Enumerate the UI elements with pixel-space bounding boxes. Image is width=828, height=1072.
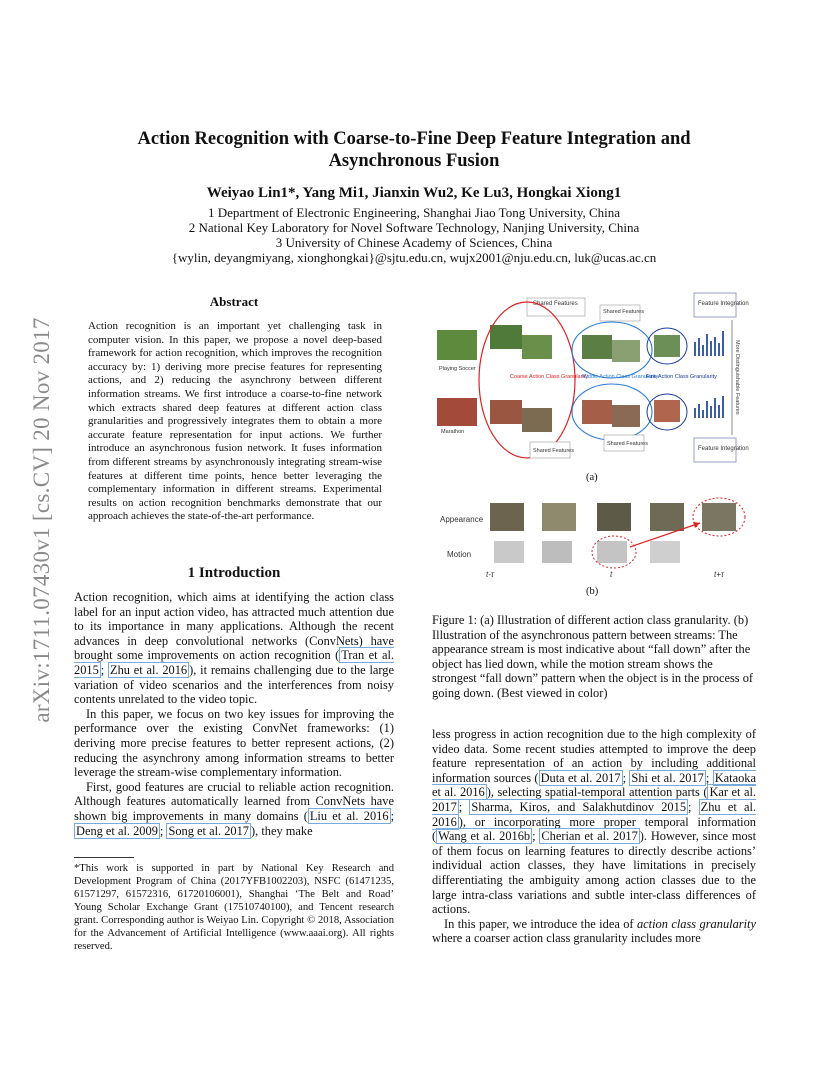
- feature-integration-label: Feature Integration: [698, 301, 749, 307]
- shared-features-label: Shared Features: [533, 448, 574, 454]
- figure-1a: [432, 290, 762, 465]
- shared-features-label: Shared Features: [603, 309, 644, 315]
- subfigure-b-label: (b): [586, 586, 599, 597]
- citation-link[interactable]: Kataoka et al. 2016: [432, 770, 756, 800]
- citation-link[interactable]: Liu et al. 2016: [309, 808, 389, 823]
- figure-caption: Figure 1: (a) Illustration of different action class granularity. (b) Illustration of the asynchronous pattern between streams: The appearance stream is most indicative about “fall down” after the object has lied down, while the motion stream shows the strongest “fall down” pattern when the object is in the process of going down. (Best viewed in color): [432, 613, 754, 700]
- intro-paragraph-3: First, good features are crucial to reliable action recognition. Although features automatically learned from ConvNets have shown big improvements in many domains ( Liu et al. 2016 ; Deng et al. 2009 ; Song et al. 2017 ), they make: [74, 779, 395, 838]
- section-heading-introduction: 1 Introduction: [187, 565, 281, 581]
- citation-link[interactable]: Shi et al. 2017: [631, 770, 704, 785]
- time-label-t-minus: t-τ: [486, 570, 494, 579]
- arxiv-stamp: [18, 280, 66, 760]
- abstract-text: Action recognition is an important yet challenging task in computer vision. In this paper, we propose a novel deep-based framework for action recognition, which improves the recognition accuracy by: 1) deriving more precise features for representing actions, and 2) reducing the asynchrony between different information streams. We first introduce a coarse-to-fine network which extracts shared deep features at different action class granularities and progressively integrates them to obtain a more accurate feature representation for input actions. We further introduce an asynchronous fusion network. It fuses information from different streams by asynchronously integrating stream-wise features at different time points, hence better leveraging the complementary information in different streams. Experimental results on action recognition benchmarks demonstrate that our approach achieves the state-of-the-art performance.: [88, 320, 382, 523]
- intro-paragraph-1: Action recognition, which aims at identifying the action class label for an input action video, has attracted much attention due to its importance in many applications. Although the recent advances in deep convolutional networks (ConvNets) have brought some improvements on action recognition ( Tran et al. 2015 ; Zhu et al. 2016 ), it remains challenging due to the large variation of video scenarios and the interferences from noisy contents unrelated to the video topic.: [74, 590, 394, 707]
- coarse-granularity-ellipse: [479, 302, 575, 458]
- time-label-t-plus: t+τ: [714, 570, 724, 579]
- author-emails: {wylin, deyangmiyang, xionghongkai}@sjtu.edu.cn, wujx2001@nju.edu.cn, luk@ucas.ac.cn: [171, 250, 657, 265]
- marathon-label: Marathon: [441, 429, 465, 435]
- footnote-rule: [74, 857, 134, 858]
- fine-granularity-label: Fine Action Class Granularity: [646, 374, 717, 380]
- abstract-heading: Abstract: [209, 294, 259, 309]
- arxiv-stamp-text: arXiv:1711.07430v1 [cs.CV] 20 Nov 2017: [29, 317, 54, 723]
- right-column-body: [432, 727, 756, 946]
- right-paragraph-1: less progress in action recognition due to the high complexity of video data. Some recent studies attempted to improve the deep feature representation of an action by including additional information sources ( Duta et al. 2017 ; Shi et al. 2017 ; Kataoka et al. 2016 ), selecting spatial-temporal attention parts ( Kar et al. 2017 ; Sharma, Kiros, and Salakhutdinov 2015 ; Zhu et al. 2016 ), or incorporating more proper temporal information ( Wang et al. 2016b ; Cherian et al. 2017 ). However, since most of them focus on learning features to directly describe actions’ individual action classes, they have limitations in precisely differentiating the ambiguity among action classes due to the large intra-class variations and subtle inter-class differences of actions.: [432, 727, 757, 917]
- figure-1b: [432, 495, 762, 580]
- intro-paragraph-2: In this paper, we focus on two key issues for improving the performance over the existing ConvNet frameworks: (1) deriving more precise features to better represent actions, (2) reducing the asynchrony among information streams to better leverage the stream-wise complementary information.: [74, 706, 394, 780]
- citation-link[interactable]: Duta et al. 2017: [540, 770, 621, 785]
- citation-link[interactable]: Song et al. 2017: [168, 823, 249, 838]
- left-column-body: [74, 590, 394, 838]
- more-distinguishable-label: More Distinguishable Features: [734, 340, 740, 415]
- affiliation-2: 2 National Key Laboratory for Novel Software Technology, Nanjing University, China: [188, 220, 640, 235]
- citation-link[interactable]: Zhu et al. 2016: [110, 662, 188, 677]
- author-list: Weiyao Lin1*, Yang Mi1, Jianxin Wu2, Ke Lu3, Hongkai Xiong1: [206, 185, 622, 201]
- footnote: *This work is supported in part by National Key Research and Development Program of China (2017YFB1002203), NSFC (61471235, 61571297, 61572316, 61720106001), Shanghai ‘The Belt and Road’ Young Scholar Exchange Grant (17510740100), and Tencent research grant. Corresponding author is Weiyao Lin. Copyright © 2018, Association for the Advancement of Artificial Intelligence (www.aaai.org). All rights reserved.: [74, 863, 394, 952]
- paper-title: Action Recognition with Coarse-to-Fine Deep Feature Integration and Asynchronous Fusion: [137, 129, 691, 171]
- appearance-label: Appearance: [440, 515, 484, 524]
- arrow-head-icon: [693, 522, 700, 528]
- feature-integration-label: Feature Integration: [698, 446, 749, 452]
- time-label-t: t: [610, 570, 613, 579]
- citation-link[interactable]: Tran et al. 2015: [74, 648, 394, 677]
- motion-frames: [494, 541, 680, 563]
- citation-link[interactable]: Kar et al. 2017: [432, 785, 756, 814]
- middle-frames: [582, 335, 640, 427]
- soccer-thumbnail: [437, 330, 477, 360]
- subfigure-a-label: (a): [586, 472, 598, 483]
- right-paragraph-2: In this paper, we introduce the idea of action class granularity where a coarser action class granularity includes more: [432, 916, 756, 946]
- citation-link[interactable]: Zhu et al. 2016: [432, 799, 756, 829]
- citation-link[interactable]: Deng et al. 2009: [76, 823, 158, 838]
- shared-features-label: Shared Features: [607, 441, 648, 447]
- shared-features-label: Shared Features: [533, 301, 578, 307]
- citation-link[interactable]: Wang et al. 2016b: [438, 829, 531, 844]
- citation-link[interactable]: Cherian et al. 2017: [541, 829, 638, 844]
- appearance-frames: [490, 503, 736, 531]
- middle-granularity-label: Middle Action Class Granularity: [582, 374, 659, 380]
- affiliation-3: 3 University of Chinese Academy of Sciences, China: [275, 235, 553, 250]
- playing-soccer-label: Playing Soccer: [439, 366, 476, 372]
- motion-label: Motion: [447, 550, 472, 559]
- coarse-granularity-label: Coarse Action Class Granularity: [510, 374, 588, 380]
- citation-link[interactable]: Sharma, Kiros, and Salakhutdinov 2015: [471, 799, 687, 814]
- affiliation-1: 1 Department of Electronic Engineering, Shanghai Jiao Tong University, China: [207, 205, 621, 220]
- marathon-thumbnail: [437, 398, 477, 426]
